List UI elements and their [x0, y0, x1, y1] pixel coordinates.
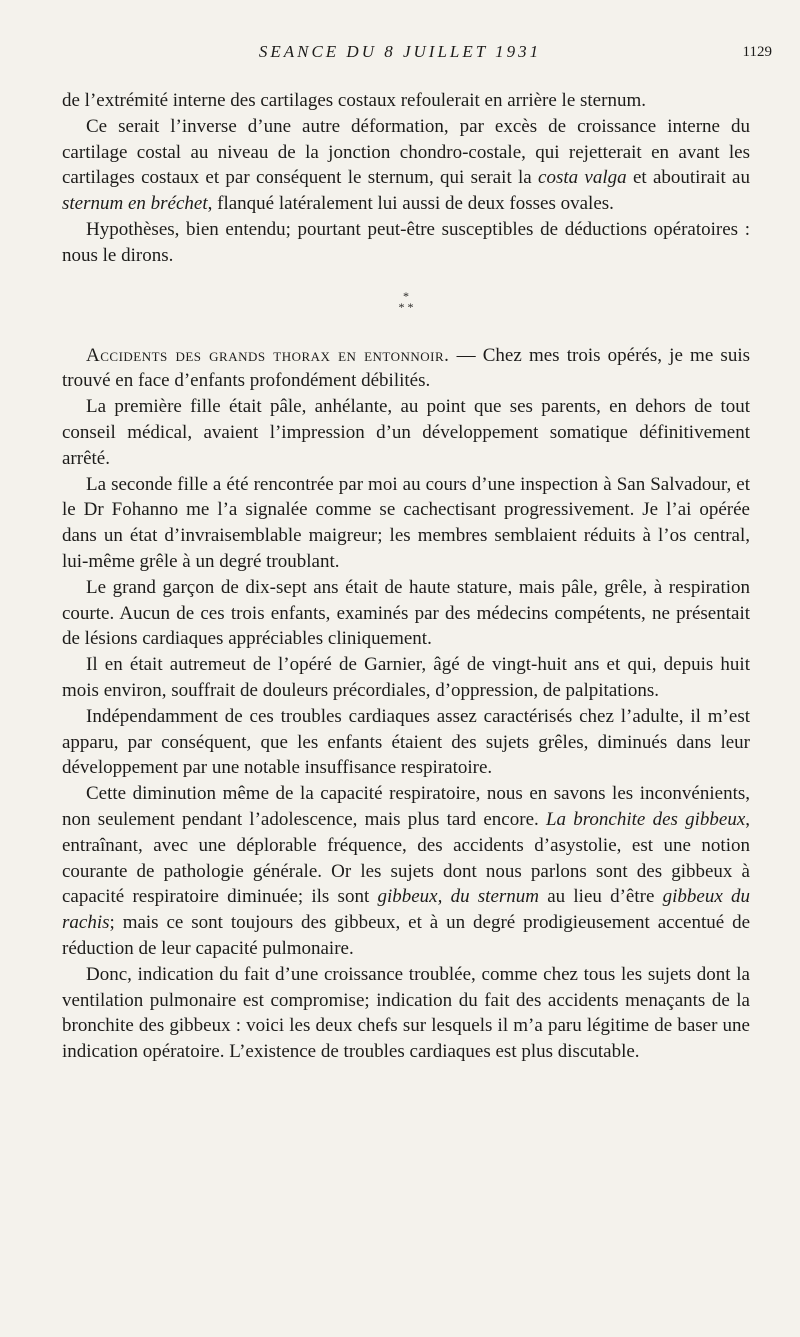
- italic-term: gibbeux, du sternum: [377, 886, 540, 908]
- text-run: Le grand garçon de dix-sept ans était de haute stature, mais pâle, grêle, à respiration courte. Aucun de ces trois enfants, examinés par des médecins compétents, ne présentait de lésions cardiaques appréciables cliniquement.: [62, 576, 750, 650]
- paragraph: [62, 962, 750, 1065]
- section-paragraph: [62, 343, 750, 395]
- body-text: [62, 88, 750, 1065]
- text-run: Indépendamment de ces troubles cardiaques assez caractérisés chez l’adulte, il m’est apparu, par conséquent, que les enfants étaient des sujets grêles, diminués dans leur développement par une notable insuffisance respiratoire.: [62, 705, 750, 779]
- text-run: Donc, indication du fait d’une croissance troublée, comme chez tous les sujets dont la ventilation pulmonaire est compromise; indication du fait des accidents menaçants de la bronchite des gibbeux : voici les deux chefs sur lesquels il m’a paru légitime de baser une indication opératoire. L’existence de troubles cardiaques est plus discutable.: [62, 963, 750, 1063]
- paragraph: [62, 575, 750, 652]
- text-run: Hypothèses, bien entendu; pourtant peut-être susceptibles de déductions opératoires : nous le dirons.: [62, 218, 750, 266]
- text-run: Il en était autremeut de l’opéré de Garnier, âgé de vingt-huit ans et qui, depuis huit mois environ, souffrait de douleurs précordiales, d’oppression, de palpitations.: [62, 654, 750, 701]
- italic-term: costa valga: [538, 167, 627, 189]
- text-run: ; mais ce sont toujours des gibbeux, et à un degré prodigieusement accentué de réduction de leur capacité pulmonaire.: [62, 912, 750, 959]
- separator-stars: * *: [398, 299, 414, 314]
- italic-term: La bronchite des gibbeux: [545, 808, 746, 830]
- text-run: La seconde fille a été rencontrée par moi au cours d’une inspection à San Salvadour, et le Dr Fohanno me l’a signalée comme se cachectisant progressivement. Je l’ai opérée dans un état d’invraisemblable maigreur; les membres semblaient réduits à l’os central, lui-même grêle à un degré troublant.: [62, 473, 750, 572]
- italic-term: sternum en bréchet: [62, 193, 208, 215]
- paragraph: [62, 88, 750, 114]
- running-title: SEANCE DU 8 JUILLET 1931: [258, 42, 542, 61]
- section-separator: [62, 288, 750, 314]
- text-run: La première fille était pâle, anhélante, au point que ses parents, en dehors de tout conseil médical, avaient l’impression d’un développement somatique définitivement arrêté.: [62, 396, 750, 469]
- paragraph: [62, 217, 750, 269]
- paragraph: [62, 394, 750, 471]
- text-run: , flanqué latéralement lui aussi de deux fosses ovales.: [207, 193, 614, 215]
- paragraph: [62, 781, 750, 962]
- text-run: , entraînant, avec une déplorable fréquence, des accidents d’asystolie, est une notion courante de pathologie générale. Or les sujets dont nous parlons sont des gibbeux à capacité respiratoire diminuée; ils sont: [62, 808, 751, 908]
- text-run: Ce serait l’inverse d’une autre déformation, par excès de croissance interne du cartilage costal au niveau de la jonction chondro-costale, qui rejetterait en avant les cartilages costaux et par conséquent le sternum, qui serait la: [62, 115, 750, 189]
- paragraph: [62, 652, 750, 704]
- paragraph: [62, 472, 750, 575]
- separator-star: *: [403, 288, 409, 303]
- text-run: de l’extrémité interne des cartilages costaux refoulerait en arrière le sternum.: [62, 90, 646, 111]
- text-run: et aboutirait au: [626, 167, 750, 189]
- text-run: — Chez mes trois opérés, je me suis trouvé en face d’enfants profondément débilités.: [62, 344, 750, 392]
- text-run: Cette diminution même de la capacité respiratoire, nous en savons les inconvénients, non seulement pendant l’adolescence, mais plus tard encore.: [62, 783, 750, 830]
- section-heading: Accidents des grands thorax en entonnoir.: [86, 344, 450, 366]
- paragraph: [62, 704, 750, 781]
- text-run: au lieu d’être: [539, 886, 663, 908]
- page-header: [0, 42, 800, 66]
- italic-term: gibbeux du rachis: [62, 886, 750, 934]
- page-number: 1129: [742, 44, 772, 60]
- paragraph: [62, 114, 750, 217]
